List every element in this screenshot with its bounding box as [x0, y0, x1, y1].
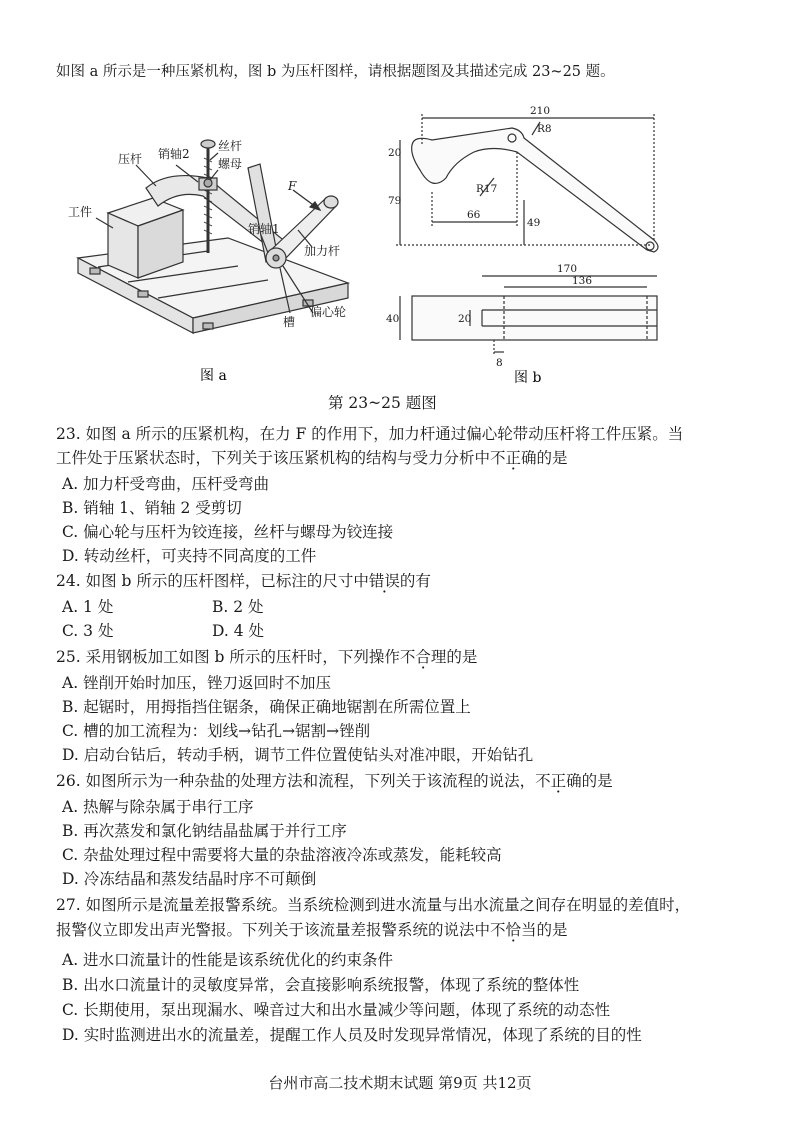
q23-option-c: C. 偏心轮与压杆为铰连接，丝杆与螺母为铰连接	[62, 523, 394, 541]
q23-stem-post: 的是	[536, 449, 568, 467]
q27-option-c: C. 长期使用，泵出现漏水、噪音过大和出水量减少等问题，体现了系统的动态性	[62, 1001, 611, 1019]
figure-b-lever-drawing	[382, 100, 672, 385]
dim-20: 20	[388, 147, 402, 159]
figure-a-caption: 图 a	[200, 368, 227, 383]
q26-option-c: C. 杂盐处理过程中需要将大量的杂盐溶液冷冻或蒸发，能耗较高	[62, 846, 502, 864]
q27-stem-post: 的是	[536, 921, 568, 939]
dim-210: 210	[530, 105, 551, 117]
q26-stem	[56, 771, 613, 791]
q26-stem-mark: 不正确	[535, 772, 582, 790]
q27-option-d: D. 实时监测进出水的流量差，提醒工作人员及时发现异常情况，体现了系统的目的性	[62, 1026, 642, 1044]
dim-r17: R17	[476, 183, 498, 195]
label-jialigan: 加力杆	[304, 244, 341, 258]
label-gongjian: 工件	[68, 205, 93, 219]
dim-20b: 20	[458, 313, 472, 325]
q24-option-b: B. 2 处	[212, 598, 264, 616]
dim-49: 49	[527, 217, 541, 229]
q27-option-a: A. 进水口流量计的性能是该系统优化的约束条件	[62, 951, 394, 969]
q27-stem-line2	[56, 920, 568, 940]
figure-a-clamp-mechanism	[58, 118, 358, 383]
q23-option-d: D. 转动丝杆，可夹持不同高度的工件	[62, 547, 317, 565]
q25-stem-mark: 不合理	[399, 648, 447, 666]
label-cao: 槽	[283, 315, 296, 329]
q25-stem-post: 的是	[446, 648, 478, 666]
q27-stem-mark: 不恰当	[490, 921, 537, 939]
q26-option-b: B. 再次蒸发和氯化钠结晶盐属于并行工序	[62, 822, 347, 840]
label-xiaozhou1: 销轴1	[248, 222, 280, 236]
dim-170: 170	[557, 263, 578, 275]
q26-stem-pre: 26. 如图所示为一种杂盐的处理方法和流程，下列关于该流程的说法，	[56, 772, 536, 790]
q23-stem-mark: 不正确	[490, 449, 537, 467]
dim-136: 136	[572, 275, 593, 287]
q27-option-b: B. 出水口流量计的灵敏度异常，会直接影响系统报警，体现了系统的整体性	[62, 976, 580, 994]
q23-stem-pre: 工件处于压紧状态时，下列关于该压紧机构的结构与受力分析中	[56, 449, 491, 467]
label-force: F	[288, 179, 297, 193]
q24-stem-post: 的有	[399, 572, 431, 590]
page-footer: 台州市高二技术期末试题 第9页 共12页	[268, 1074, 532, 1092]
q23-stem-line1: 23. 如图 a 所示的压紧机构，在力 F 的作用下，加力杆通过偏心轮带动压杆将工件压紧。当	[56, 425, 684, 443]
label-sigan: 丝杆	[218, 139, 243, 153]
q27-stem-pre: 报警仪立即发出声光警报。下列关于该流量差报警系统的说法中	[56, 921, 491, 939]
label-xiaozhou2: 销轴2	[158, 147, 190, 161]
figure-caption: 第 23~25 题图	[328, 394, 437, 412]
q24-option-a: A. 1 处	[62, 598, 114, 616]
q25-stem-pre: 25. 采用钢板加工如图 b 所示的压杆时，下列操作	[56, 648, 400, 666]
q24-stem	[56, 571, 431, 591]
q26-option-d: D. 冷冻结晶和蒸发结晶时序不可颠倒	[62, 870, 317, 888]
q26-stem-post: 的是	[581, 772, 613, 790]
label-luomu: 螺母	[218, 157, 243, 171]
dim-8: 8	[496, 357, 503, 369]
q25-option-c: C. 槽的加工流程为：划线→钻孔→锯割→锉削	[62, 722, 371, 740]
dim-79: 79	[388, 195, 402, 207]
q25-option-a: A. 锉削开始时加压，锉刀返回时不加压	[62, 674, 332, 692]
label-pianxinlun: 偏心轮	[310, 305, 347, 319]
dim-r8: R8	[537, 123, 552, 135]
q25-option-d: D. 启动台钻后，转动手柄，调节工件位置使钻头对准冲眼，开始钻孔	[62, 746, 534, 764]
q23-option-b: B. 销轴 1、销轴 2 受剪切	[62, 499, 242, 517]
figure-b-caption: 图 b	[514, 370, 542, 385]
q25-stem	[56, 647, 477, 667]
dim-40: 40	[386, 313, 400, 325]
label-yagan: 压杆	[118, 152, 143, 166]
intro-text: 如图 a 所示是一种压紧机构，图 b 为压杆图样，请根据题图及其描述完成 23~25 题。	[56, 64, 615, 80]
q23-stem-line2	[56, 448, 568, 468]
q25-option-b: B. 起锯时，用拇指挡住锯条，确保正确地锯割在所需位置上	[62, 698, 471, 716]
q24-stem-pre: 24. 如图 b 所示的压杆图样，已标注的尺寸中	[56, 572, 369, 590]
q24-stem-mark: 错误	[368, 572, 400, 590]
q24-option-d: D. 4 处	[212, 622, 265, 640]
q26-option-a: A. 热解与除杂属于串行工序	[62, 798, 254, 816]
q24-option-c: C. 3 处	[62, 622, 114, 640]
dim-66: 66	[467, 209, 481, 221]
q23-option-a: A. 加力杆受弯曲，压杆受弯曲	[62, 475, 270, 493]
q27-stem-line1: 27. 如图所示是流量差报警系统。当系统检测到进水流量与出水流量之间存在明显的差值时，	[56, 896, 691, 914]
